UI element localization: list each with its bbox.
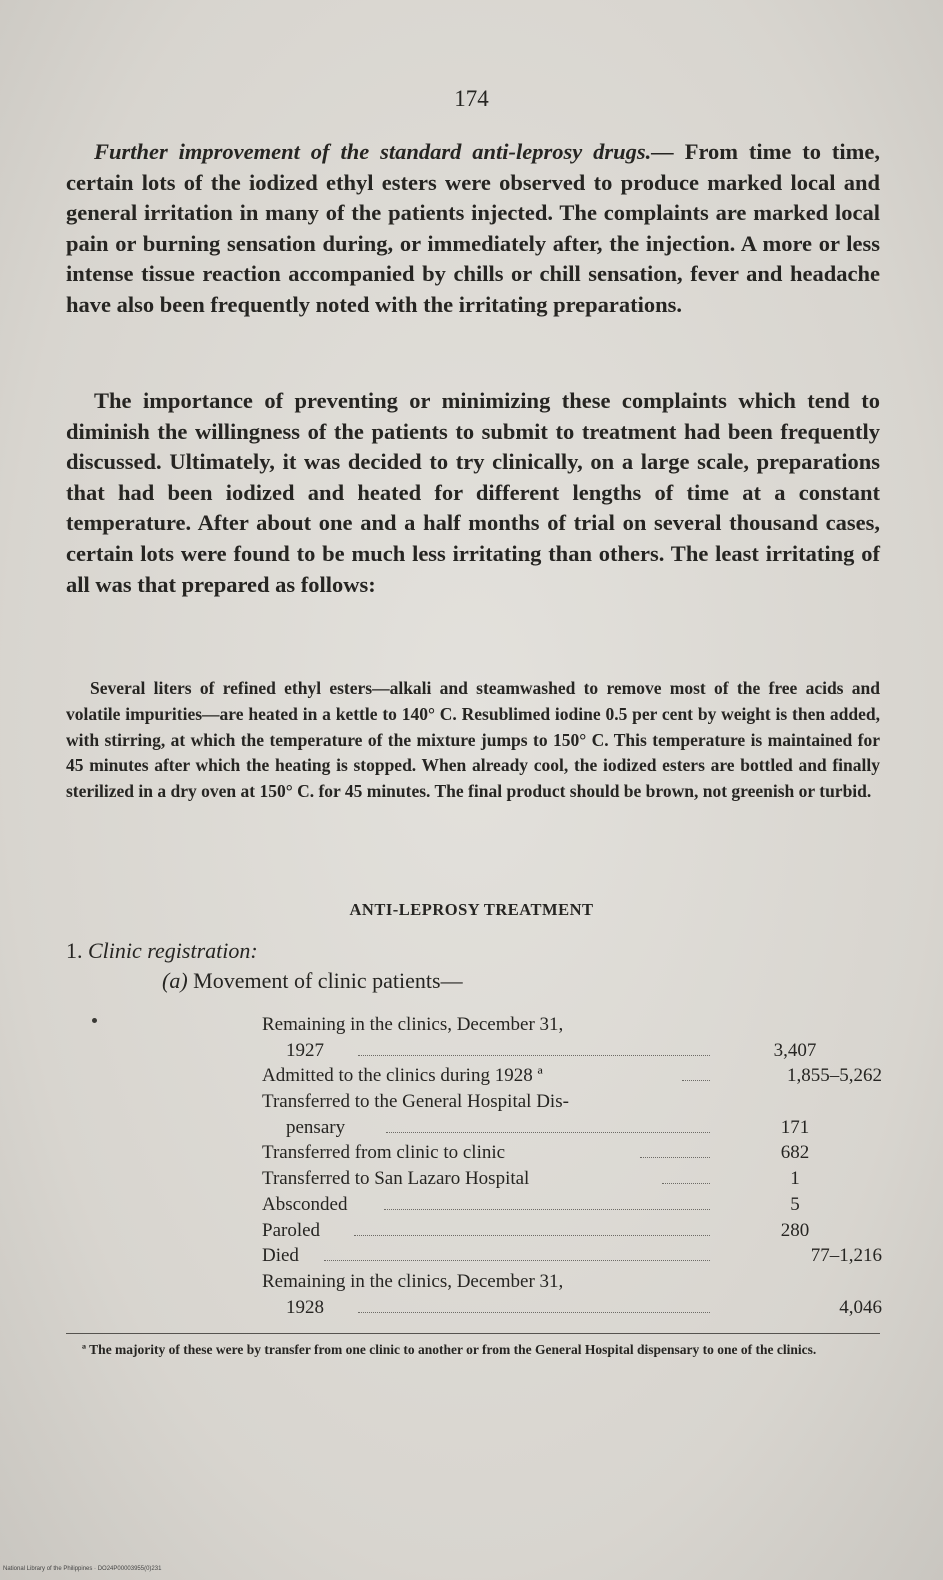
row-label: Absconded [262, 1193, 348, 1215]
row-value: 77–1,216 [810, 1245, 882, 1267]
table-row [262, 1089, 882, 1115]
table-row [262, 1243, 882, 1269]
table-row [262, 1192, 882, 1218]
subsection-letter: (a) [162, 968, 188, 993]
row-value: 3,407 [773, 1039, 817, 1061]
paragraph-drug-improvement [66, 137, 880, 321]
dot-leader [358, 1055, 710, 1056]
dot-leader [682, 1080, 710, 1081]
dot-leader [354, 1235, 710, 1236]
row-label: Died [262, 1245, 299, 1267]
dot-leader [662, 1183, 710, 1184]
movement-subsection-line [162, 968, 463, 994]
row-value: 4,046 [839, 1296, 882, 1318]
section-heading: ANTI-LEPROSY TREATMENT [349, 900, 594, 919]
paragraph-body: From time to time, certain lots of the iodized ethyl esters were observed to produce marked local and general irritation in many of the patients injected. The complaints are marked local pain or burning sensation during, or immediately after, the injection. A more or less intense tissue reaction accompanied by chills or chill sensation, fever and headache have also been frequently noted with the irritating preparations. [66, 139, 881, 317]
table-row [262, 1012, 882, 1038]
archive-credit: National Library of the Philippines · DO24P00003955(0)231 [3, 1566, 162, 1572]
paragraph-trial: The importance of preventing or minimizing these complaints which tend to diminish the willingness of the patients to submit to treatment had been frequently discussed. Ultimately, it was decided to try clinically, on a large scale, preparations that had been iodized and heated for different lengths of time at a constant temperature. After about one and a half months of trial on several thousand cases, certain lots were found to be much less irritating than others. The least irritating of all was that prepared as follows: [66, 388, 880, 597]
row-value: 5 [790, 1193, 800, 1215]
row-label: Transferred to San Lazaro Hospital [262, 1168, 530, 1190]
table-row [262, 1218, 882, 1244]
dot-leader [386, 1132, 710, 1133]
dot-leader [324, 1260, 710, 1261]
table-row [262, 1038, 882, 1064]
paragraph-lead-italic: Further improvement of the standard anti-leprosy drugs.— [94, 139, 674, 164]
row-label: Remaining in the clinics, December 31, [262, 1270, 564, 1292]
table-row [262, 1140, 882, 1166]
row-label-continued: pensary [286, 1116, 346, 1138]
row-label: Paroled [262, 1219, 321, 1241]
row-value: 280 [780, 1219, 810, 1241]
row-label: Remaining in the clinics, December 31, [262, 1014, 564, 1035]
table-row [262, 1166, 882, 1192]
section-label: Clinic registration: [88, 938, 258, 963]
footnote: ª The majority of these were by transfer from one clinic to another or from the General Hospital dispensary to one of the clinics. [82, 1342, 817, 1357]
row-value: 1,855–5,262 [787, 1065, 882, 1087]
row-label: Transferred from clinic to clinic [262, 1142, 506, 1164]
row-label: Transferred to the General Hospital Dis- [262, 1091, 569, 1113]
dot-leader [640, 1157, 710, 1158]
table-row [262, 1063, 882, 1089]
clinic-registration-line [66, 938, 258, 964]
table-row [262, 1269, 882, 1295]
row-value: 1 [790, 1168, 800, 1190]
table-row [262, 1295, 882, 1321]
row-value: 171 [780, 1116, 810, 1138]
page-number: 174 [454, 86, 489, 111]
row-label-continued: 1928 [286, 1296, 324, 1318]
row-value: 682 [780, 1142, 810, 1164]
dot-leader [384, 1209, 710, 1210]
row-label: Admitted to the clinics during 1928 ª [262, 1065, 543, 1087]
patient-movement-table [262, 1012, 882, 1320]
row-label-continued: 1927 [286, 1039, 324, 1061]
section-number: 1. [66, 938, 83, 963]
footnote-rule [66, 1333, 880, 1334]
stray-dot [92, 1018, 97, 1023]
subsection-label: Movement of clinic patients— [193, 968, 463, 993]
procedure-paragraph: Several liters of refined ethyl esters—alkali and steamwashed to remove most of the free acids and volatile impurities—are heated in a kettle to 140° C. Resublimed iodine 0.5 per cent by weight is then added, with stirring, at which the temperature of the mixture jumps to 150° C. This temperature is maintained for 45 minutes after which the heating is stopped. When already cool, the iodized esters are bottled and finally sterilized in a dry oven at 150° C. for 45 minutes. The final product should be brown, not greenish or turbid. [66, 678, 880, 802]
dot-leader [358, 1312, 710, 1313]
table-row [262, 1115, 882, 1141]
